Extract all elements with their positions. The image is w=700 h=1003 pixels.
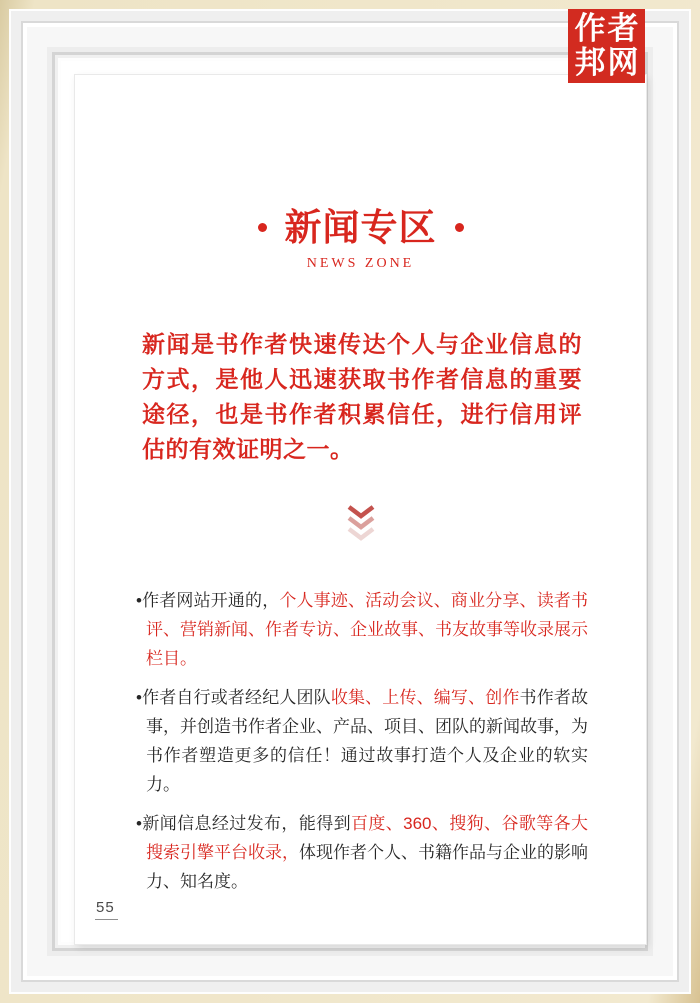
bullet-segment: 百度、360、搜狗、谷歌等各大搜索引擎平台收录， (146, 814, 588, 862)
bullet-segment: 个人事迹、活动会议、商业分享、读者书评、营销新闻、作者专访、企业故事、书友故事等收录展示栏目。 (146, 591, 589, 668)
page-title: 新闻专区 (284, 207, 437, 248)
list-item (136, 586, 588, 673)
bullet-list (136, 586, 588, 906)
brand-badge-line1: 作者 (574, 11, 641, 46)
page-subtitle: NEWS ZONE (306, 256, 415, 271)
brand-badge (568, 9, 645, 83)
bullet-segment: 作者自行或者经纪人团队 (141, 688, 331, 707)
brand-badge-line2: 邦网 (574, 45, 641, 80)
page (75, 75, 646, 944)
list-item (136, 683, 588, 799)
bullet-marker: • (136, 814, 142, 833)
bullet-marker: • (136, 591, 142, 610)
bullet-segment: 新闻信息经过发布，能得到 (141, 814, 351, 833)
bullet-segment: 作者网站开通的， (141, 591, 280, 610)
triple-chevron-down-icon (347, 504, 375, 542)
bullet-segment: 书作者故事，并创造书作者企业、产品、项目、团队的新闻故事，为书作者塑造更多的信任！通过故事打造个人及企业的软实力。 (146, 688, 589, 794)
bullet-segment: 体现作者个人、书籍作品与企业的影响力、知名度。 (146, 843, 588, 891)
intro-paragraph: 新闻是书作者快速传达个人与企业信息的方式，是他人迅速获取书作者信息的重要途径，也是书作者积累信任，进行信用评估的有效证明之一。 (142, 331, 582, 462)
title-dot-left-icon (258, 223, 267, 232)
title-row (75, 209, 646, 246)
page-number: 55 (95, 899, 118, 920)
list-item (136, 809, 588, 896)
picture-frame-molding (9, 9, 691, 994)
title-dot-right-icon (455, 223, 464, 232)
bullet-marker: • (136, 688, 142, 707)
bullet-segment: 收集、上传、编写、创作 (330, 688, 520, 707)
